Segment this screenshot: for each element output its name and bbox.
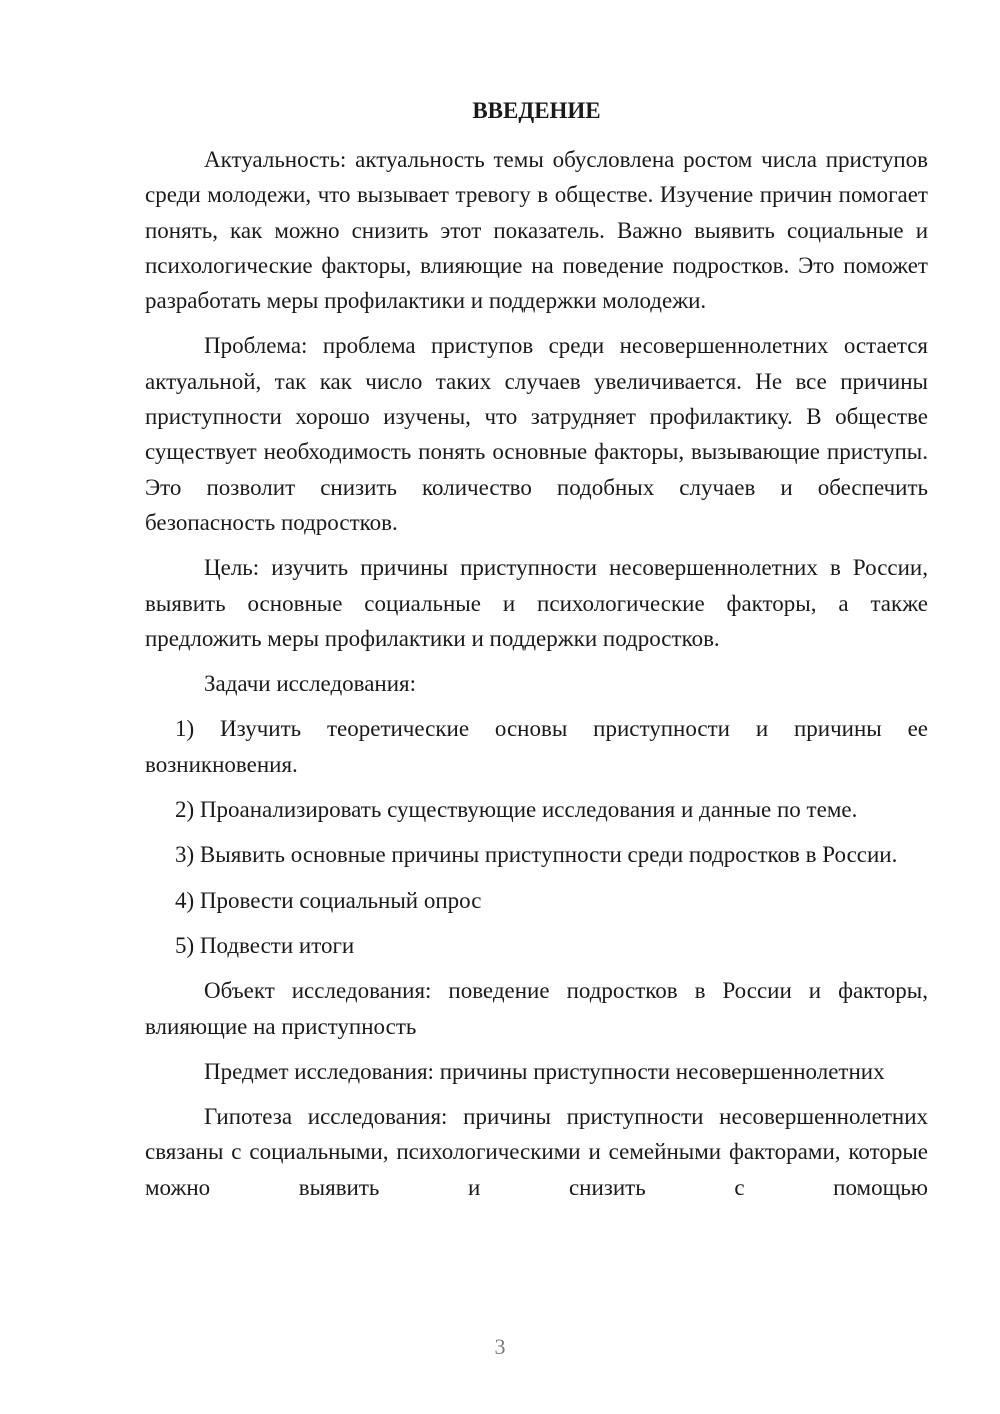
paragraph-goal: Цель: изучить причины приступности несовершеннолетних в России, выявить основные социальные и психологические факторы, а также предложить меры профилактики и поддержки подростков.: [145, 555, 928, 651]
paragraph-subject: Предмет исследования: причины приступности несовершеннолетних: [204, 1058, 885, 1084]
page-number: 3: [494, 1334, 506, 1359]
task-item-4: 4) Провести социальный опрос: [175, 887, 482, 913]
paragraph-relevance: Актуальность: актуальность темы обусловлена ростом числа приступов среди молодежи, что вызывает тревогу в обществе. Изучение причин помогает понять, как можно снизить этот показатель. Важно выявить социальные и психологические факторы, влияющие на поведение подростков. Это поможет разработать меры профилактики и поддержки молодежи.: [145, 147, 928, 314]
task-item-1: 1) Изучить теоретические основы приступности и причины ее возникновения.: [145, 716, 928, 777]
task-item-3: 3) Выявить основные причины приступности среди подростков в России.: [175, 842, 898, 868]
task-item-5: 5) Подвести итоги: [175, 932, 355, 958]
task-item-2: 2) Проанализировать существующие исследования и данные по теме.: [175, 797, 858, 823]
paragraph-object: Объект исследования: поведение подростков в России и факторы, влияющие на приступность: [145, 978, 928, 1039]
paragraph-tasks-heading: Задачи исследования:: [204, 671, 417, 697]
body-text: [145, 142, 928, 1205]
paragraph-hypothesis: Гипотеза исследования: причины приступности несовершеннолетних связаны с социальными, психологическими и семейными факторами, которые можно выявить и снизить с помощью: [145, 1104, 928, 1200]
section-title: ВВЕДЕНИЕ: [472, 98, 601, 123]
paragraph-problem: Проблема: проблема приступов среди несовершеннолетних остается актуальной, так как число таких случаев увеличивается. Не все причины приступности хорошо изучены, что затрудняет профилактику. В обществе существует необходимость понять основные факторы, вызывающие приступы. Это позволит снизить количество подобных случаев и обеспечить безопасность подростков.: [145, 333, 928, 535]
